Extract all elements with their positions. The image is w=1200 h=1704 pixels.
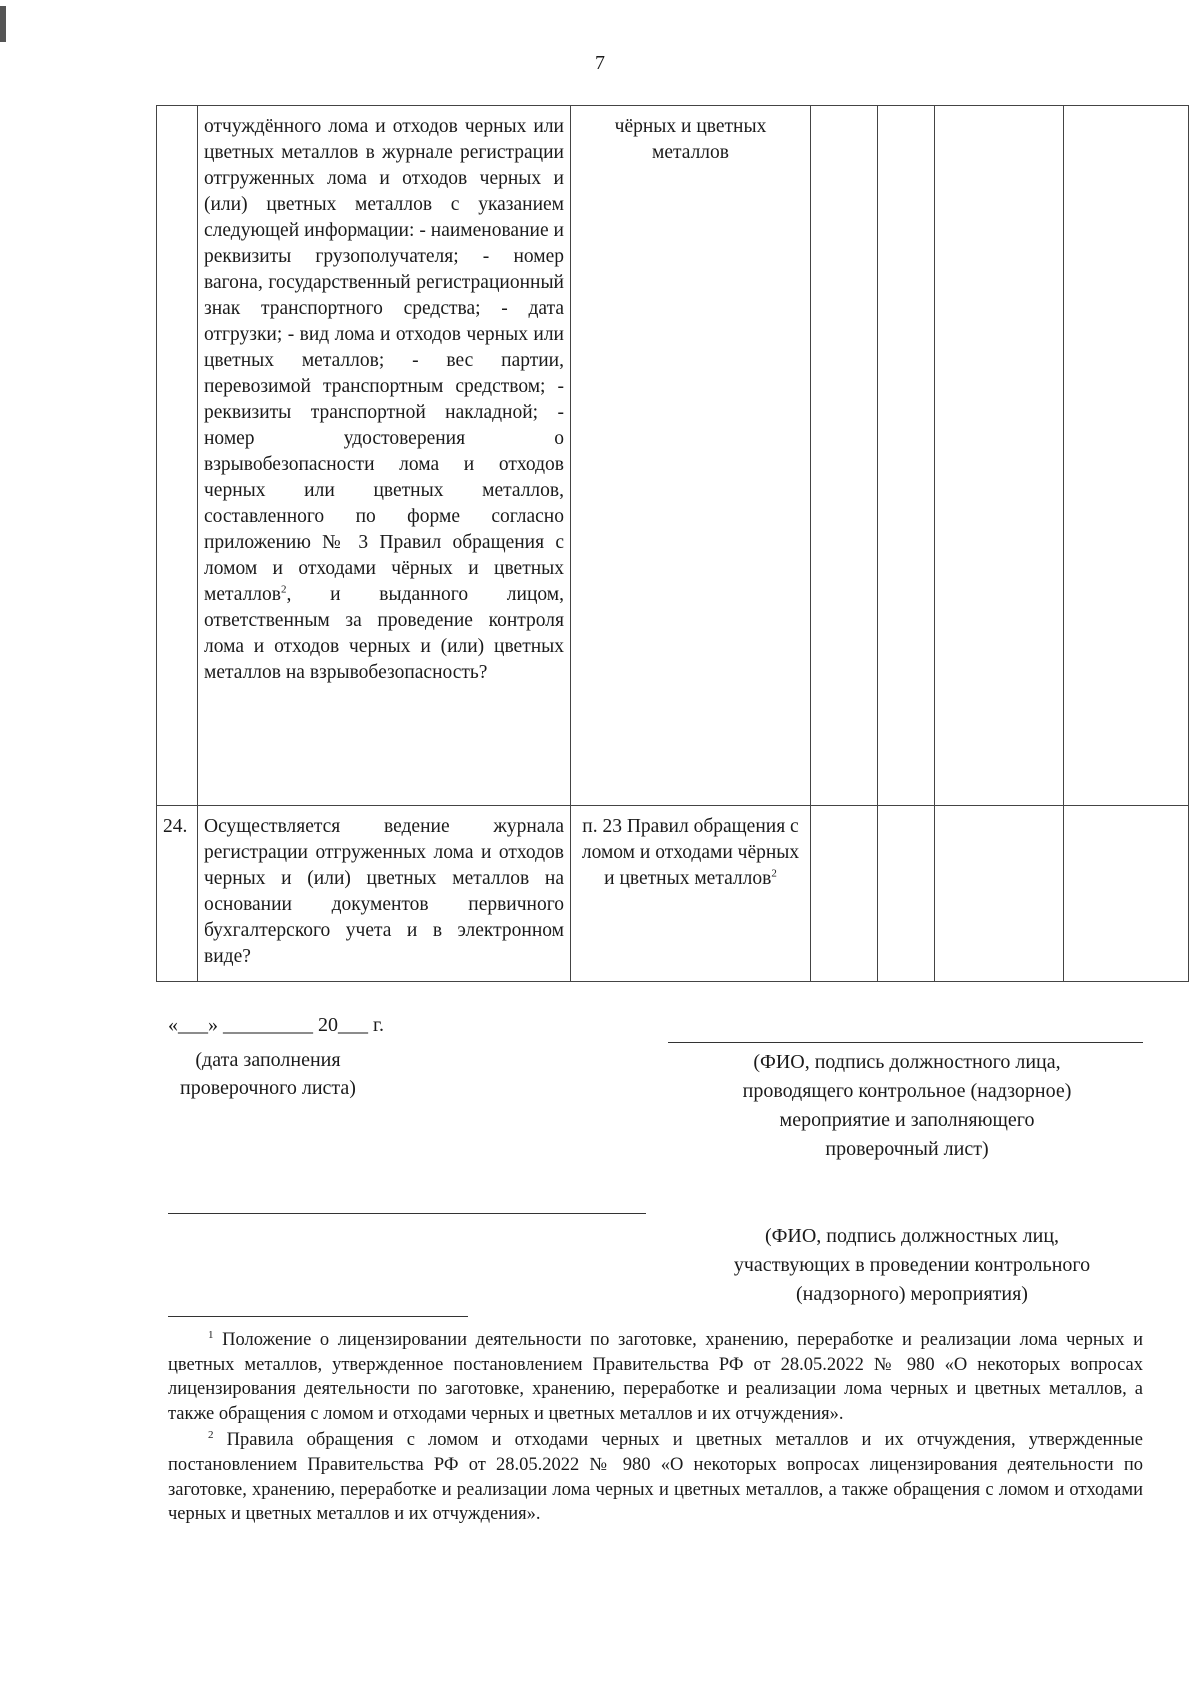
answer-cell-yes[interactable]	[811, 806, 878, 982]
date-caption-line: проверочного листа)	[180, 1077, 356, 1099]
question-text-tail: , и выданного лицом, ответственным за проведение контроля лома и отходов черных и (или) цветных металлов на взрывобезопасность?	[204, 584, 564, 683]
caption-line: участвующих в проведении контрольного	[733, 1254, 1091, 1276]
date-field[interactable]: «___» _________ 20___ г.	[168, 1014, 384, 1036]
row-number: 24.	[157, 806, 198, 982]
date-caption	[180, 1046, 356, 1102]
footnote-mark: 2	[208, 1429, 214, 1442]
caption-line: мероприятие и заполняющего	[779, 1109, 1035, 1131]
official-signature-caption	[662, 1048, 1152, 1164]
footnote-mark: 1	[208, 1328, 214, 1341]
table-row	[157, 106, 1189, 806]
date-caption-line: (дата заполнения	[195, 1049, 341, 1071]
page-number: 7	[595, 52, 605, 74]
answer-cell-note[interactable]	[1064, 806, 1189, 982]
basis-text: п. 23 Правил обращения с ломом и отходами чёрных и цветных металлов	[581, 816, 800, 889]
scan-edge-mark	[0, 6, 6, 42]
answer-cell-not-applicable[interactable]	[935, 106, 1064, 806]
official-signature-line[interactable]	[668, 1042, 1143, 1043]
answer-cell-no[interactable]	[878, 806, 935, 982]
question-text: отчуждённого лома и отходов черных или цветных металлов в журнале регистрации отгруженных лома и отходов черных и (или) цветных металлов с указанием следующей информации: - наименование и реквизиты грузополучателя; - номер вагона, государственный регистрационный знак транспортного средства; - дата отгрузки; - вид лома и отходов черных или цветных металлов; - вес партии, перевозимой транспортным средством; - реквизиты транспортной накладной; - номер удостоверения о взрывобезопасности лома и отходов черных или цветных металлов, составленного по форме согласно приложению № 3 Правил обращения с ломом и отходами чёрных и цветных металлов	[204, 116, 564, 605]
basis-text: чёрных и цветных металлов	[614, 116, 767, 163]
footnotes	[168, 1328, 1143, 1529]
basis-cell	[571, 106, 811, 806]
caption-line: (ФИО, подпись должностного лица,	[753, 1051, 1061, 1073]
footnote	[168, 1428, 1143, 1526]
participants-signature-line[interactable]	[168, 1213, 646, 1214]
row-number	[157, 106, 198, 806]
caption-line: проводящего контрольное (надзорное)	[742, 1080, 1072, 1102]
footnote-text: Правила обращения с ломом и отходами черных и цветных металлов и их отчуждения, утвержденные постановлением Правительства РФ от 28.05.2022 № 980 «О некоторых вопросах лицензирования деятельности по заготовке, хранению, переработке и реализации лома черных и цветных металлов, а также обращения с ломом и отходами черных и цветных металлов и их отчуждения».	[168, 1430, 1144, 1525]
question-cell	[198, 106, 571, 806]
question-text: Осуществляется ведение журнала регистрации отгруженных лома и отходов черных и (или) цветных металлов на основании документов первичного бухгалтерского учета и в электронном виде?	[204, 816, 564, 967]
checklist-table	[156, 105, 1189, 982]
answer-cell-note[interactable]	[1064, 106, 1189, 806]
basis-cell	[571, 806, 811, 982]
footnote	[168, 1328, 1143, 1426]
caption-line: (ФИО, подпись должностных лиц,	[764, 1225, 1060, 1247]
footnote-divider	[168, 1316, 468, 1317]
answer-cell-not-applicable[interactable]	[935, 806, 1064, 982]
footnote-ref: 2	[771, 867, 777, 880]
participants-signature-caption	[672, 1222, 1152, 1309]
footnote-text: Положение о лицензировании деятельности по заготовке, хранению, переработке и реализации лома черных и цветных металлов, утвержденное постановлением Правительства РФ от 28.05.2022 № 980 «О некоторых вопросах лицензирования деятельности по заготовке, хранению, переработке и реализации лома черных и цветных металлов, а также обращения с ломом и отходами черных и цветных металлов и их отчуждения».	[168, 1330, 1143, 1424]
question-cell	[198, 806, 571, 982]
footnote-ref: 2	[281, 583, 287, 596]
caption-line: проверочный лист)	[825, 1138, 989, 1160]
answer-cell-yes[interactable]	[811, 106, 878, 806]
caption-line: (надзорного) мероприятия)	[796, 1283, 1028, 1305]
answer-cell-no[interactable]	[878, 106, 935, 806]
table-row	[157, 806, 1189, 982]
